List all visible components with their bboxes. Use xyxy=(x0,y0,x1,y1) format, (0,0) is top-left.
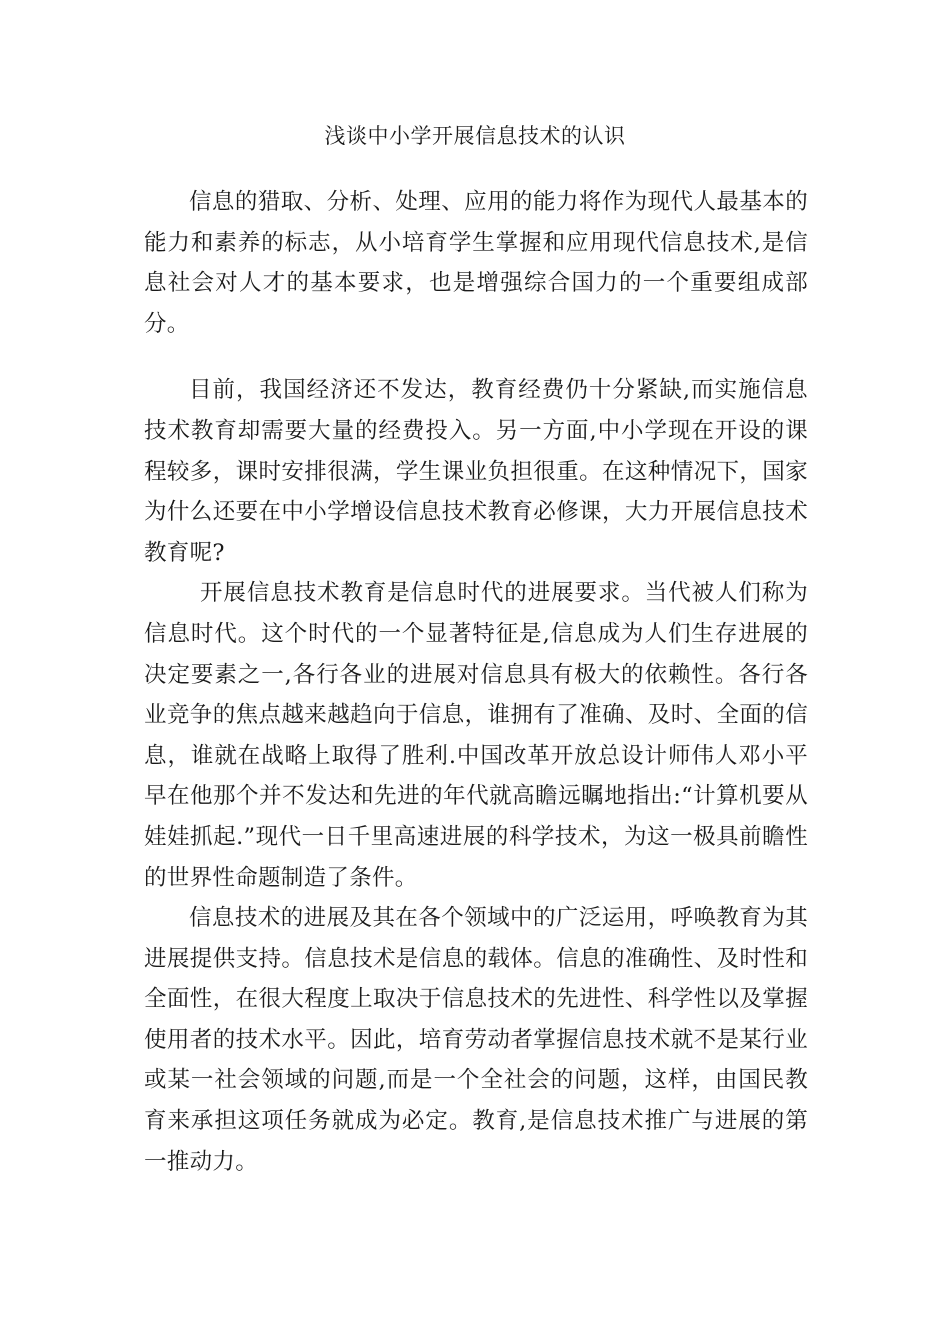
paragraph-3: 开展信息技术教育是信息时代的进展要求。当代被人们称为信息时代。这个时代的一个显著特征是,信息成为人们生存进展的决定要素之一,各行各业的进展对信息具有极大的依赖性。各行各业竞争的焦点越来越趋向于信息，谁拥有了准确、及时、全面的信息，谁就在战略上取得了胜利.中国改革开放总设计师伟人邓小平早在他那个并不发达和先进的年代就高瞻远瞩地指出:“计算机要从娃娃抓起.”现代一日千里高速进展的科学技术，为这一极具前瞻性的世界性命题制造了条件。 xyxy=(144,580,808,891)
paragraph-1: 信息的猎取、分析、处理、应用的能力将作为现代人最基本的能力和素养的标志，从小培育学生掌握和应用现代信息技术,是信息社会对人才的基本要求，也是增强综合国力的一个重要组成部分。 xyxy=(144,189,808,337)
paragraph-4: 信息技术的进展及其在各个领域中的广泛运用，呼唤教育为其进展提供支持。信息技术是信息的载体。信息的准确性、及时性和全面性，在很大程度上取决于信息技术的先进性、科学性以及掌握使用者的技术水平。因此，培育劳动者掌握信息技术就不是某行业或某一社会领域的问题,而是一个全社会的问题，这样，由国民教育来承担这项任务就成为必定。教育,是信息技术推广与进展的第一推动力。 xyxy=(144,905,808,1175)
paragraph-2: 目前，我国经济还不发达，教育经费仍十分紧缺,而实施信息技术教育却需要大量的经费投入。另一方面,中小学现在开设的课程较多，课时安排很满，学生课业负担很重。在这种情况下，国家为什么还要在中小学增设信息技术教育必修课，大力开展信息技术教育呢? xyxy=(144,377,808,566)
document-body xyxy=(144,182,808,1182)
document-title: 浅谈中小学开展信息技术的认识 xyxy=(324,124,626,148)
